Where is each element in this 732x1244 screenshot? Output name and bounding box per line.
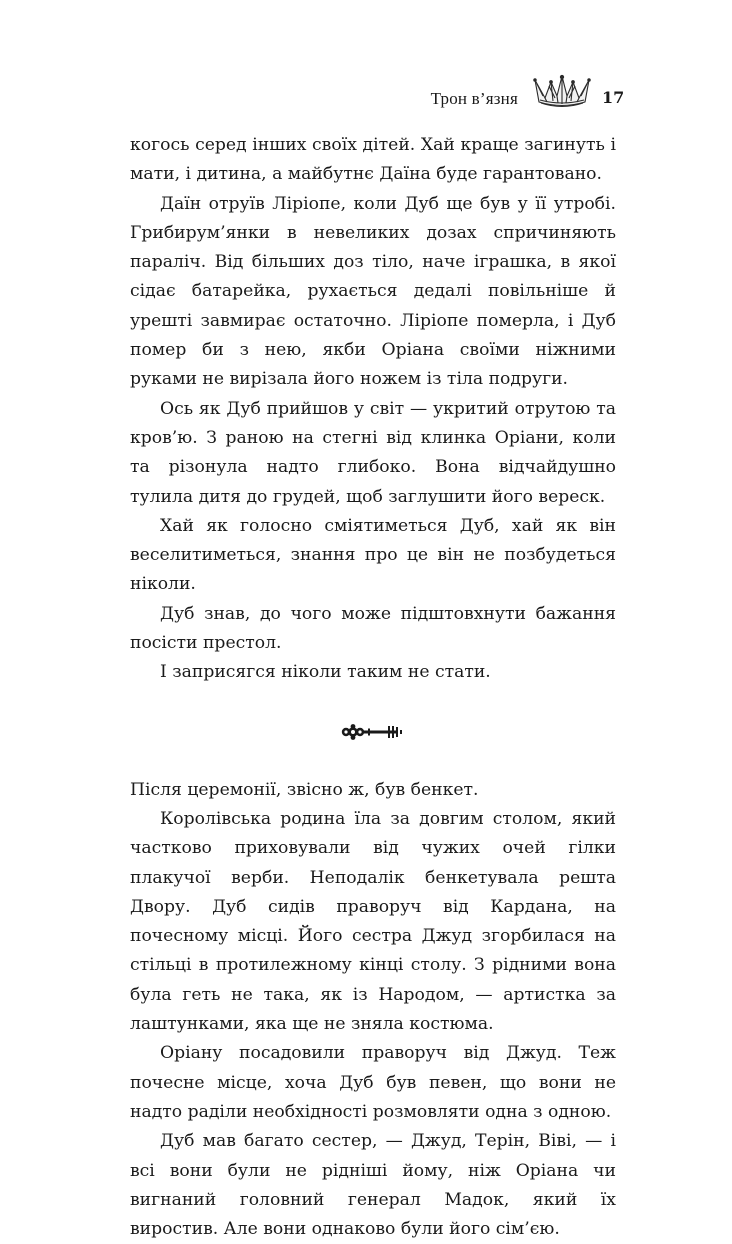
crown-icon	[531, 72, 593, 112]
paragraph: Даїн отруїв Ліріопе, коли Дуб ще був у її утробі. Грибирум’янки в невеликих дозах спричиняють параліч. Від більших доз тіло, наче іграшка, в якої сідає батарейка, рухається дедалі повільніше й урешті завмирає остаточно. Ліріопе померла, і Дуб помер би з нею, якби Оріана своїми ніжними руками не вирізала його ножем із тіла подруги.	[130, 193, 616, 390]
paragraph: І заприсягся ніколи таким не стати.	[160, 662, 491, 683]
section-divider	[130, 688, 616, 776]
paragraph: Ось як Дуб прийшов у світ — укритий отрутою та кров’ю. З раною на стегні від клинка Оріани, коли та різонула надто глибоко. Вона відчайдушно тулила дитя до грудей, щоб заглушити його вереск.	[130, 398, 616, 507]
paragraph: Хай як голосно сміятиметься Дуб, хай як він веселитиметься, знання про це він не позбудеться ніколи.	[130, 515, 616, 595]
paragraph: когось серед інших своїх дітей. Хай краще загинуть і мати, і дитина, а майбутнє Даїна буде гарантовано.	[130, 135, 616, 185]
paragraph: Оріану посадовили праворуч від Джуд. Теж почесне місце, хоча Дуб був певен, що вони не надто раділи необхідності розмовляти одна з одною.	[130, 1043, 616, 1122]
running-title: Трон в’язня	[430, 89, 518, 108]
paragraph: Дуб мав багато сестер, — Джуд, Терін, Віві, — і всі вони були не рідніші йому, ніж Оріана чи вигнаний головний генерал Мадок, який їх виростив. Але вони однаково були його сім’єю.	[130, 1131, 616, 1240]
paragraph: Дуб знав, до чого може підштовхнути бажання посісти престол.	[130, 603, 616, 654]
paragraph: Після церемонії, звісно ж, був бенкет.	[130, 779, 479, 800]
running-header	[0, 70, 732, 126]
paragraph: Королівська родина їла за довгим столом, який частково приховували від чужих очей гілки плакучої верби. Неподалік бенкетувала решта Двору. Дуб сидів праворуч від Кардана, на почесному місці. Його сестра Джуд згорбилася на стільці в протилежному кінці столу. З рідними вона була геть не така, як із Народом, — артистка за лаштунками, яка ще не зняла костюма.	[130, 808, 616, 1035]
key-icon	[340, 721, 406, 743]
page-number: 17	[602, 88, 625, 107]
body-text	[130, 131, 616, 1244]
